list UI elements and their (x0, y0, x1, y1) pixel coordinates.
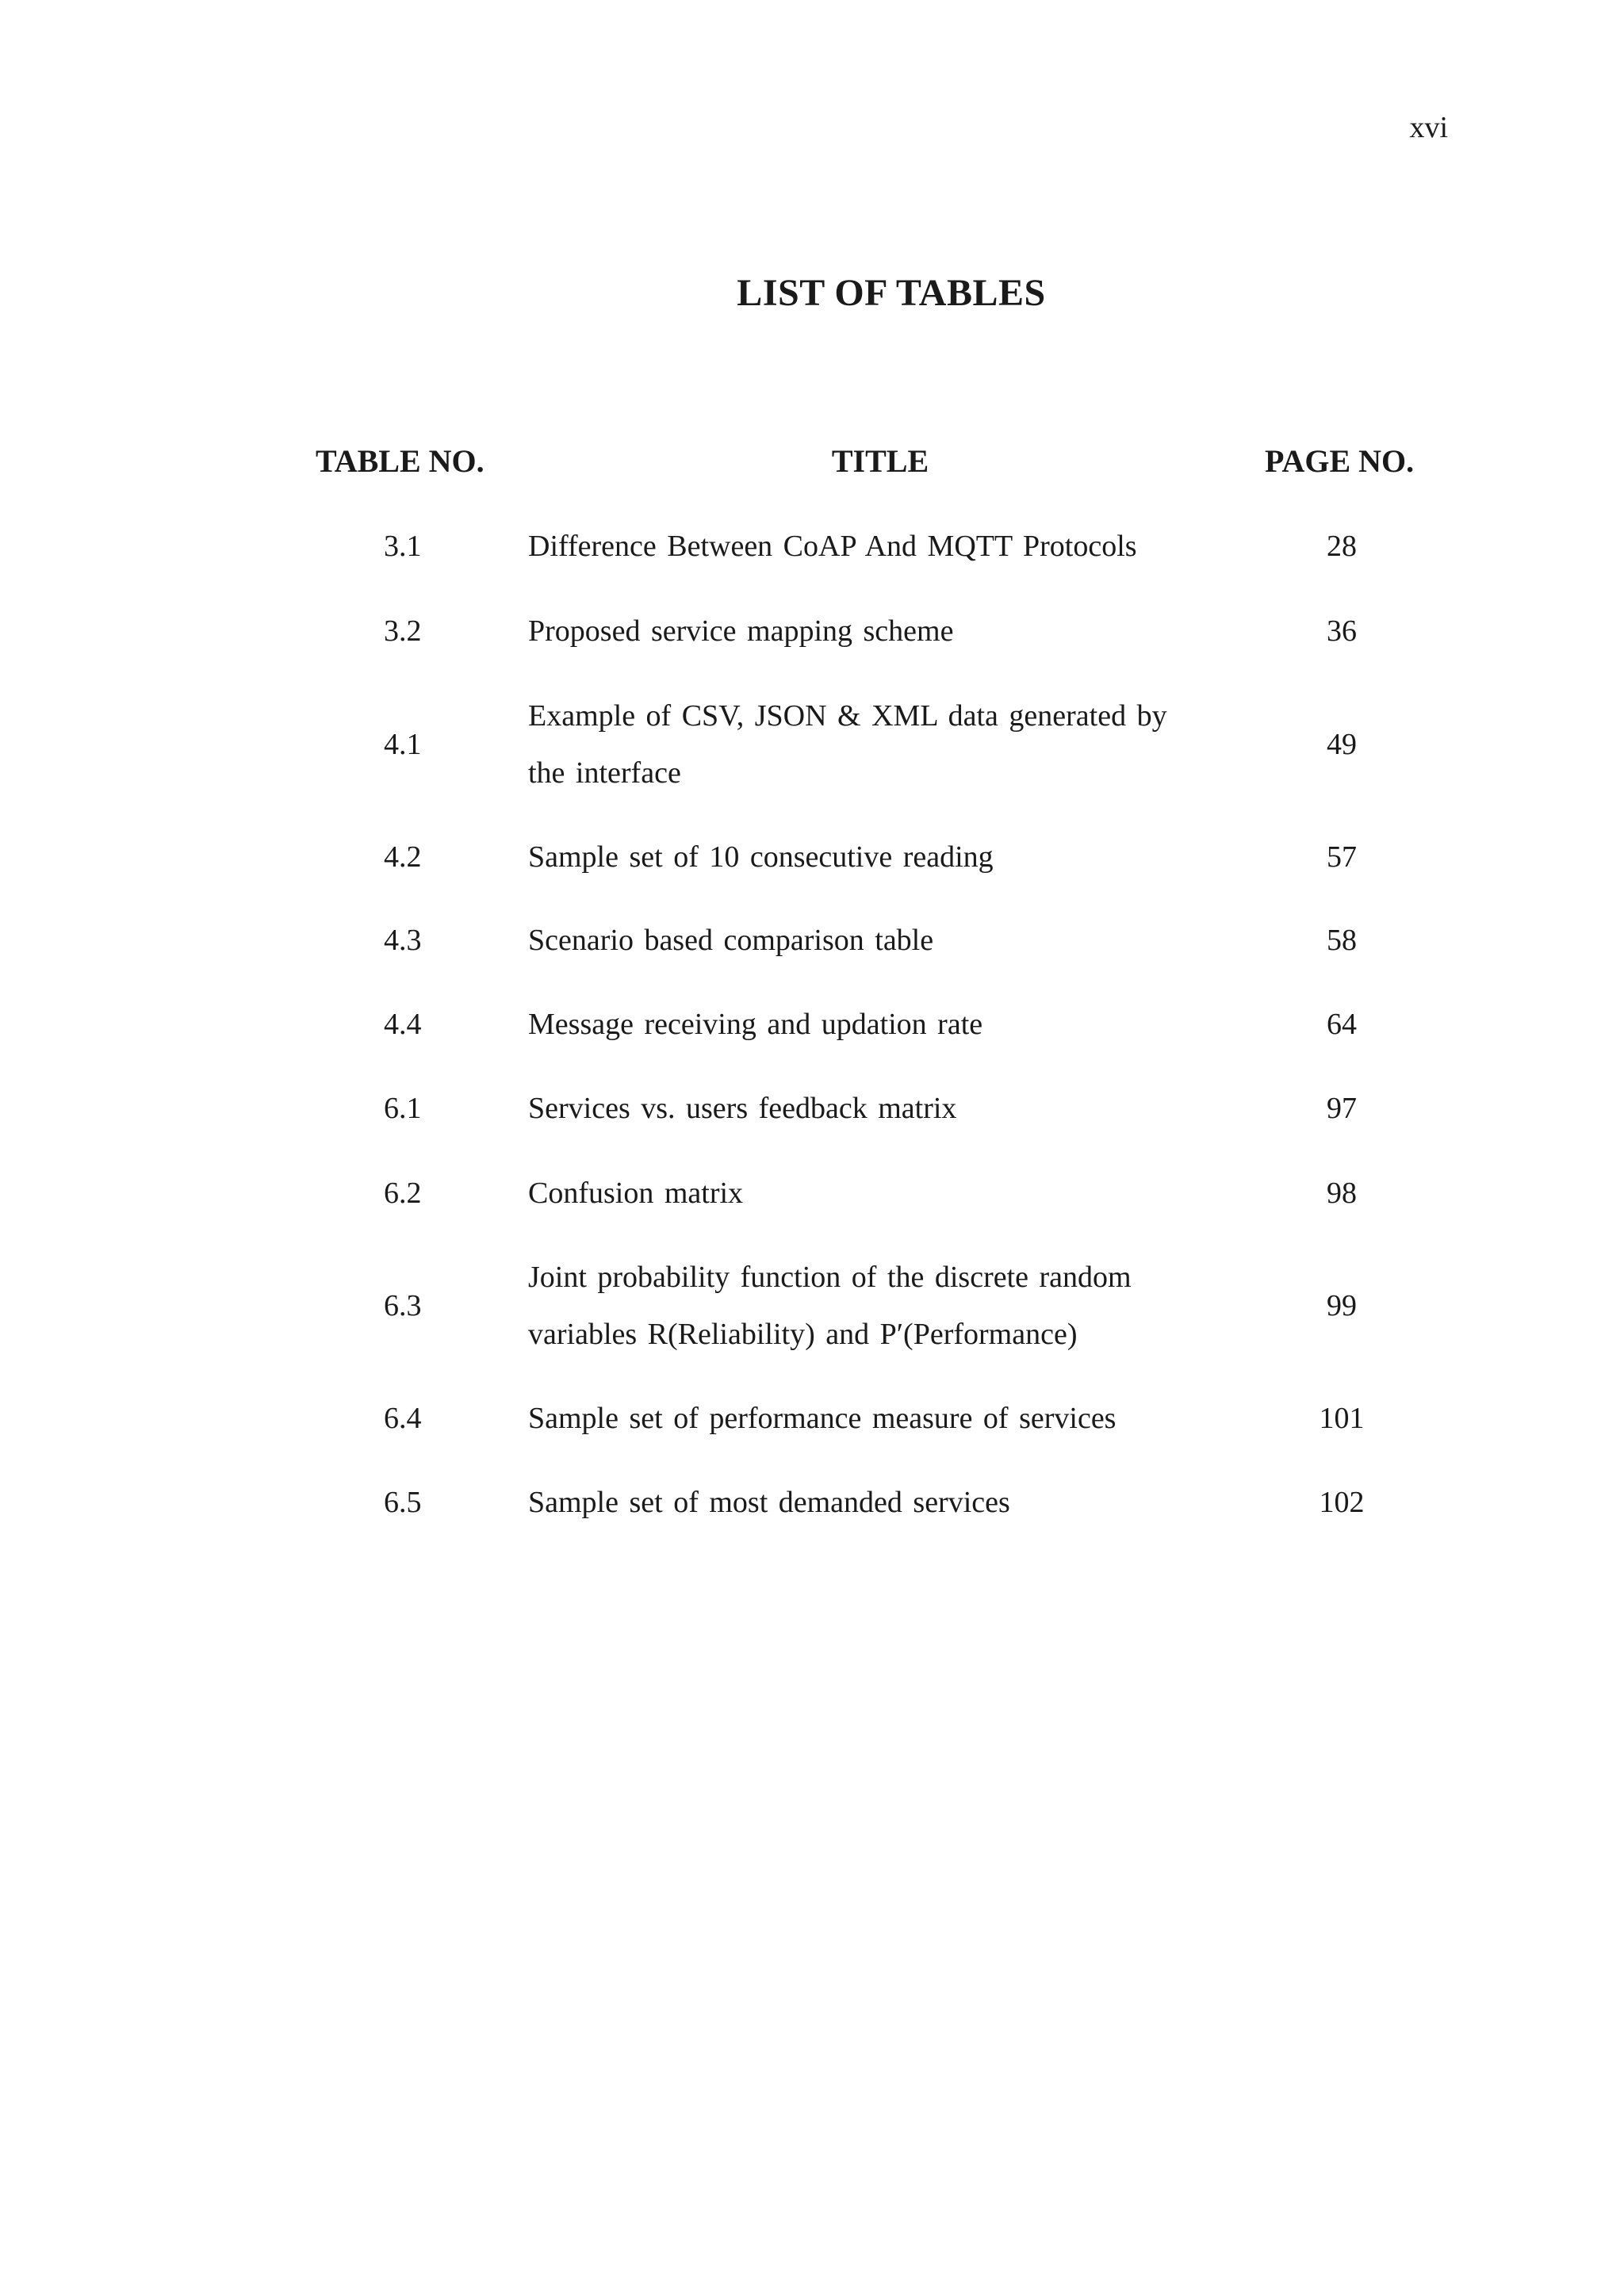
table-page: 101 (1319, 1402, 1365, 1435)
table-page: 98 (1327, 1177, 1357, 1210)
table-number: 6.4 (384, 1402, 422, 1435)
table-number: 6.1 (384, 1092, 422, 1125)
table-title: Message receiving and updation rate (528, 1008, 983, 1041)
header-page-no: PAGE NO. (1265, 443, 1415, 479)
table-number: 4.1 (384, 728, 422, 761)
table-row (0, 687, 1624, 802)
table-title: Sample set of most demanded services (528, 1486, 1010, 1519)
table-page: 58 (1327, 924, 1357, 957)
table-number: 3.2 (384, 614, 422, 648)
table-title-line: Joint probability function of the discrete random (528, 1261, 1132, 1294)
table-number: 4.3 (384, 924, 422, 957)
table-number: 4.2 (384, 840, 422, 874)
table-page: 49 (1327, 728, 1357, 761)
table-title-line: the interface (528, 756, 681, 790)
table-title: Sample set of performance measure of services (528, 1402, 1116, 1435)
table-number: 3.1 (384, 530, 422, 563)
header-title: TITLE (831, 443, 929, 479)
table-number: 4.4 (384, 1008, 422, 1041)
page-title: LIST OF TABLES (737, 272, 1046, 314)
table-page: 102 (1319, 1486, 1365, 1519)
table-page: 57 (1327, 840, 1357, 874)
table-page: 28 (1327, 530, 1357, 563)
table-title: Sample set of 10 consecutive reading (528, 840, 994, 874)
table-title (528, 1249, 1242, 1363)
table-row (0, 1249, 1624, 1363)
table-number: 6.2 (384, 1177, 422, 1210)
table-page: 64 (1327, 1008, 1357, 1041)
table-page: 99 (1327, 1289, 1357, 1322)
table-title: Scenario based comparison table (528, 924, 934, 957)
table-title: Difference Between CoAP And MQTT Protocols (528, 530, 1137, 563)
table-page: 97 (1327, 1092, 1357, 1125)
table-title: Services vs. users feedback matrix (528, 1092, 957, 1125)
page-number: xvi (1409, 111, 1448, 144)
table-title-line: variables R(Reliability) and P′(Performance) (528, 1318, 1078, 1351)
table-title: Proposed service mapping scheme (528, 614, 954, 648)
table-title-line: Example of CSV, JSON & XML data generated by (528, 699, 1167, 733)
table-number: 6.3 (384, 1289, 422, 1322)
table-title: Confusion matrix (528, 1177, 744, 1210)
header-table-no: TABLE NO. (316, 443, 485, 479)
table-page: 36 (1327, 614, 1357, 648)
table-number: 6.5 (384, 1486, 422, 1519)
table-title (528, 687, 1242, 802)
